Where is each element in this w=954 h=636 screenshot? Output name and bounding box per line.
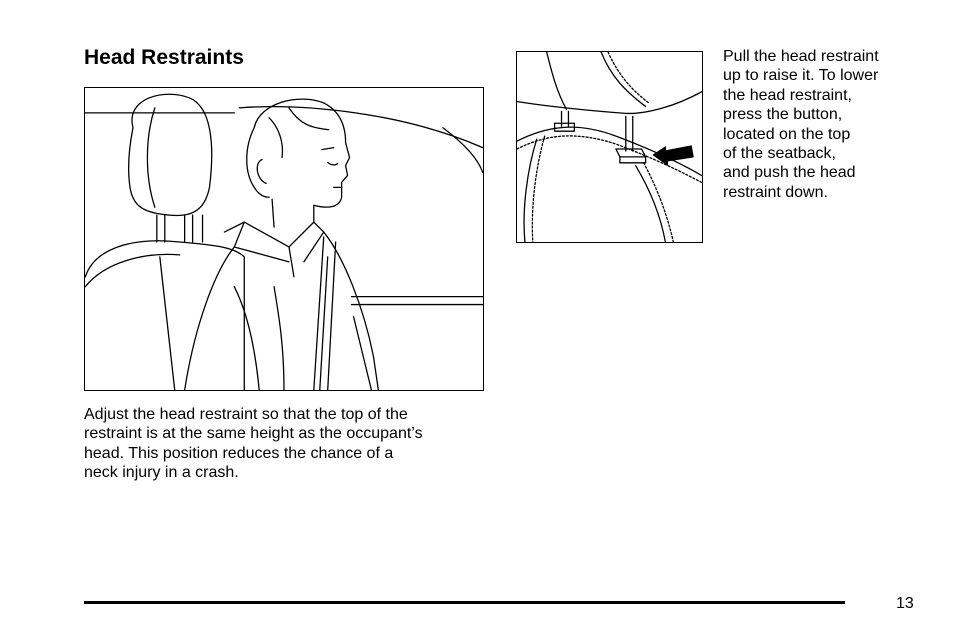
text-line: Pull the head restraint [723, 48, 879, 65]
instruction-paragraph [723, 47, 923, 202]
text-line: head. This position reduces the chance of a [84, 444, 394, 462]
text-line: and push the head [723, 164, 856, 182]
text-line: press the button, [723, 106, 843, 124]
footer-divider [84, 601, 845, 604]
release-button-icon [616, 149, 646, 157]
text-line: neck injury in a crash. [84, 464, 239, 482]
text-line: restraint is at the same height as the occupant’s [84, 425, 423, 443]
text-line: of the seatback, [723, 145, 836, 163]
text-line: restraint down. [723, 183, 828, 201]
text-line: located on the top [723, 125, 851, 143]
button-illustration [516, 51, 703, 243]
text-line: up to raise it. To lower [723, 67, 879, 85]
text-line: the head restraint, [723, 86, 852, 104]
adjustment-paragraph [84, 405, 474, 483]
seatback-icon [85, 241, 244, 390]
page-number: 13 [896, 595, 914, 612]
text-line: Adjust the head restraint so that the top of the [84, 406, 408, 423]
section-title: Head Restraints [84, 46, 244, 69]
seatbelt-icon [314, 237, 324, 390]
occupant-illustration [84, 87, 484, 391]
